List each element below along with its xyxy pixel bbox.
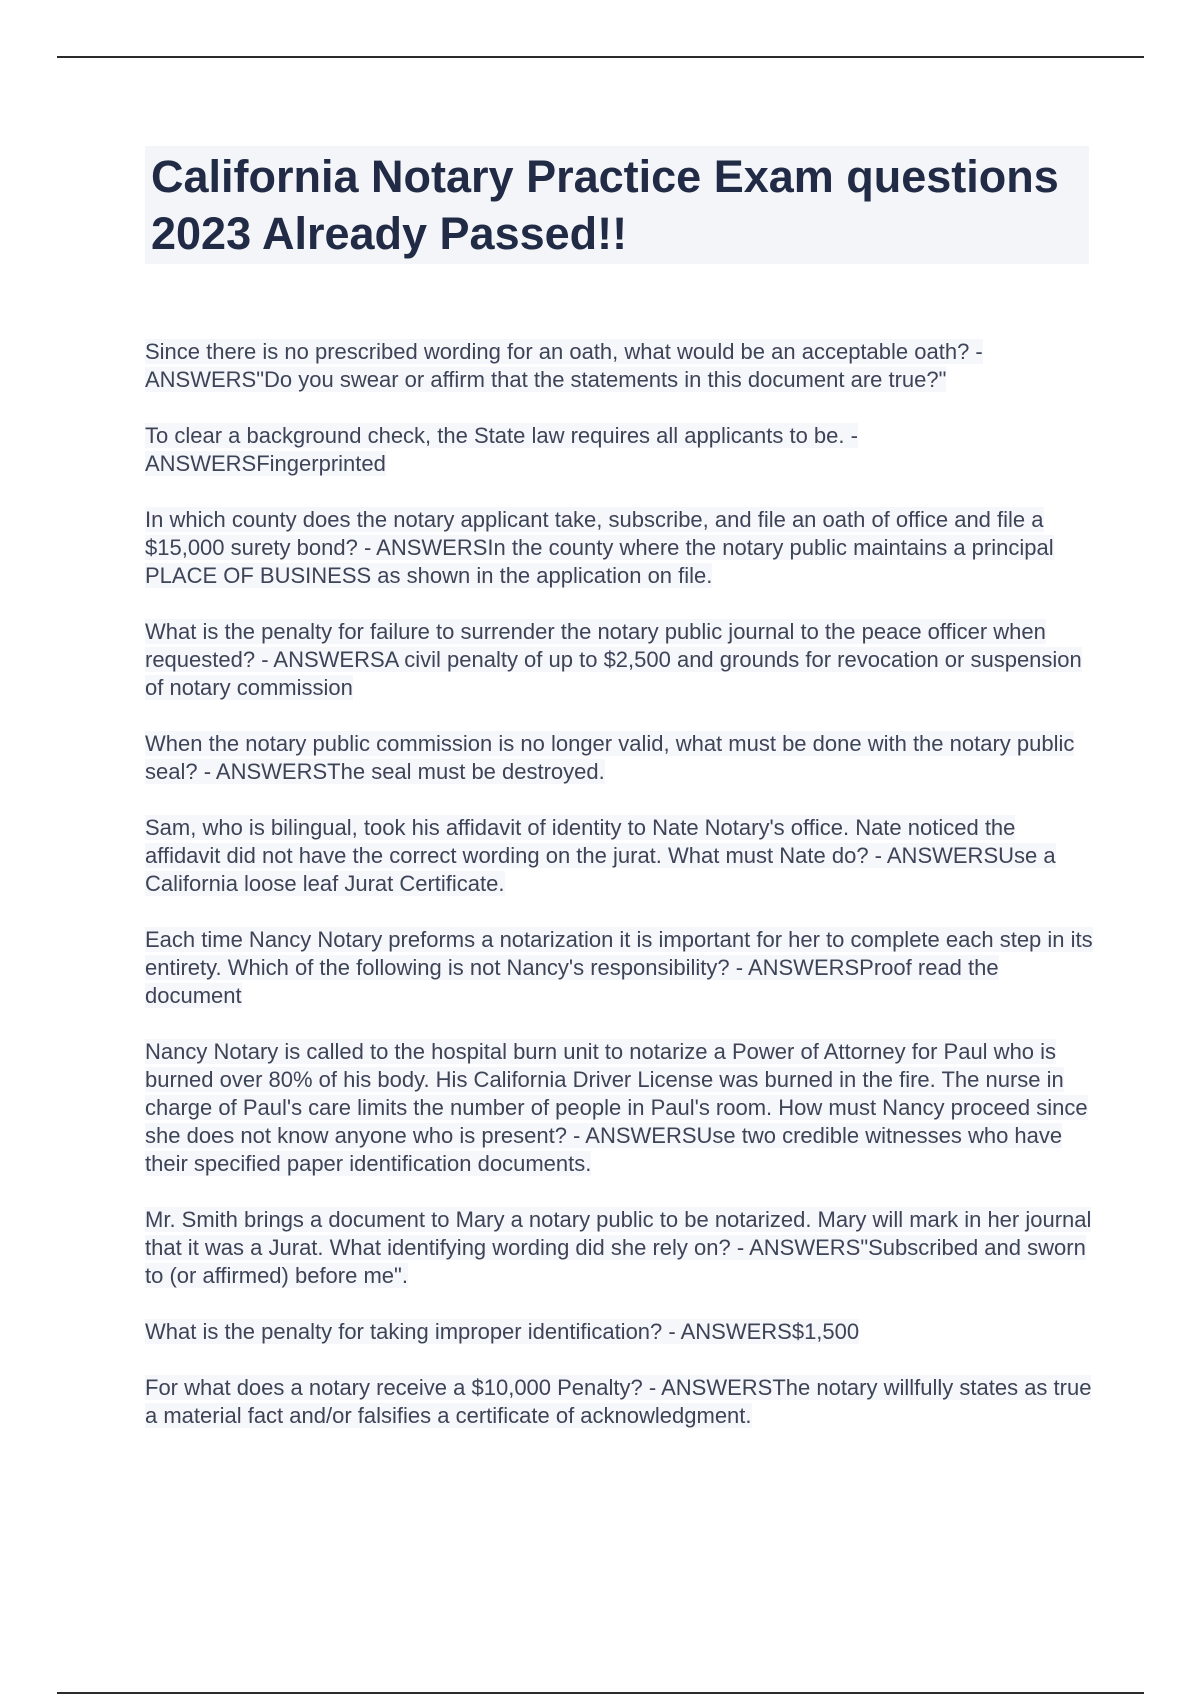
qa-text: For what does a notary receive a $10,000 Penalty? - ANSWERSThe notary willfully states as true a material fact and/or falsifies a certificate of acknowledgment. bbox=[145, 1375, 1092, 1428]
qa-item bbox=[145, 1374, 1093, 1430]
qa-text: Since there is no prescribed wording for an oath, what would be an acceptable oath? - ANSWERS"Do you swear or affirm that the statements in this document are true?" bbox=[145, 339, 983, 392]
qa-list bbox=[145, 338, 1093, 1458]
qa-item bbox=[145, 1318, 1093, 1346]
qa-text: What is the penalty for failure to surrender the notary public journal to the peace officer when requested? - ANSWERSA civil penalty of up to $2,500 and grounds for revocation or suspension of notary commission bbox=[145, 619, 1082, 700]
qa-item bbox=[145, 926, 1093, 1010]
qa-text: Sam, who is bilingual, took his affidavit of identity to Nate Notary's office. Nate noticed the affidavit did not have the correct wording on the jurat. What must Nate do? - ANSWERSUse a California loose leaf Jurat Certificate. bbox=[145, 815, 1056, 896]
qa-item bbox=[145, 1038, 1093, 1178]
qa-item bbox=[145, 422, 1093, 478]
qa-text: What is the penalty for taking improper identification? - ANSWERS$1,500 bbox=[145, 1319, 860, 1344]
qa-item bbox=[145, 338, 1093, 394]
qa-item bbox=[145, 506, 1093, 590]
qa-item bbox=[145, 730, 1093, 786]
qa-text: To clear a background check, the State law requires all applicants to be. - ANSWERSFingerprinted bbox=[145, 423, 858, 476]
qa-text: In which county does the notary applicant take, subscribe, and file an oath of office and file a $15,000 surety bond? - ANSWERSIn the county where the notary public maintains a principal PLACE OF BUSINESS as shown in the application on file. bbox=[145, 507, 1054, 588]
title-block bbox=[145, 146, 1089, 264]
qa-item bbox=[145, 814, 1093, 898]
top-rule bbox=[57, 56, 1144, 58]
qa-item bbox=[145, 1206, 1093, 1290]
bottom-rule bbox=[57, 1692, 1144, 1694]
qa-text: Nancy Notary is called to the hospital burn unit to notarize a Power of Attorney for Paul who is burned over 80% of his body. His California Driver License was burned in the fire. The nurse in charge of Paul's care limits the number of people in Paul's room. How must Nancy proceed since she does not know anyone who is present? - ANSWERSUse two credible witnesses who have their specified paper identification documents. bbox=[145, 1039, 1088, 1176]
qa-item bbox=[145, 618, 1093, 702]
document-title: California Notary Practice Exam questions 2023 Already Passed!! bbox=[151, 151, 1059, 259]
qa-text: When the notary public commission is no longer valid, what must be done with the notary public seal? - ANSWERSThe seal must be destroyed. bbox=[145, 731, 1075, 784]
qa-text: Each time Nancy Notary preforms a notarization it is important for her to complete each step in its entirety. Which of the following is not Nancy's responsibility? - ANSWERSProof read the document bbox=[145, 927, 1093, 1008]
qa-text: Mr. Smith brings a document to Mary a notary public to be notarized. Mary will mark in her journal that it was a Jurat. What identifying wording did she rely on? - ANSWERS"Subscribed and sworn to (or affirmed) before me". bbox=[145, 1207, 1092, 1288]
